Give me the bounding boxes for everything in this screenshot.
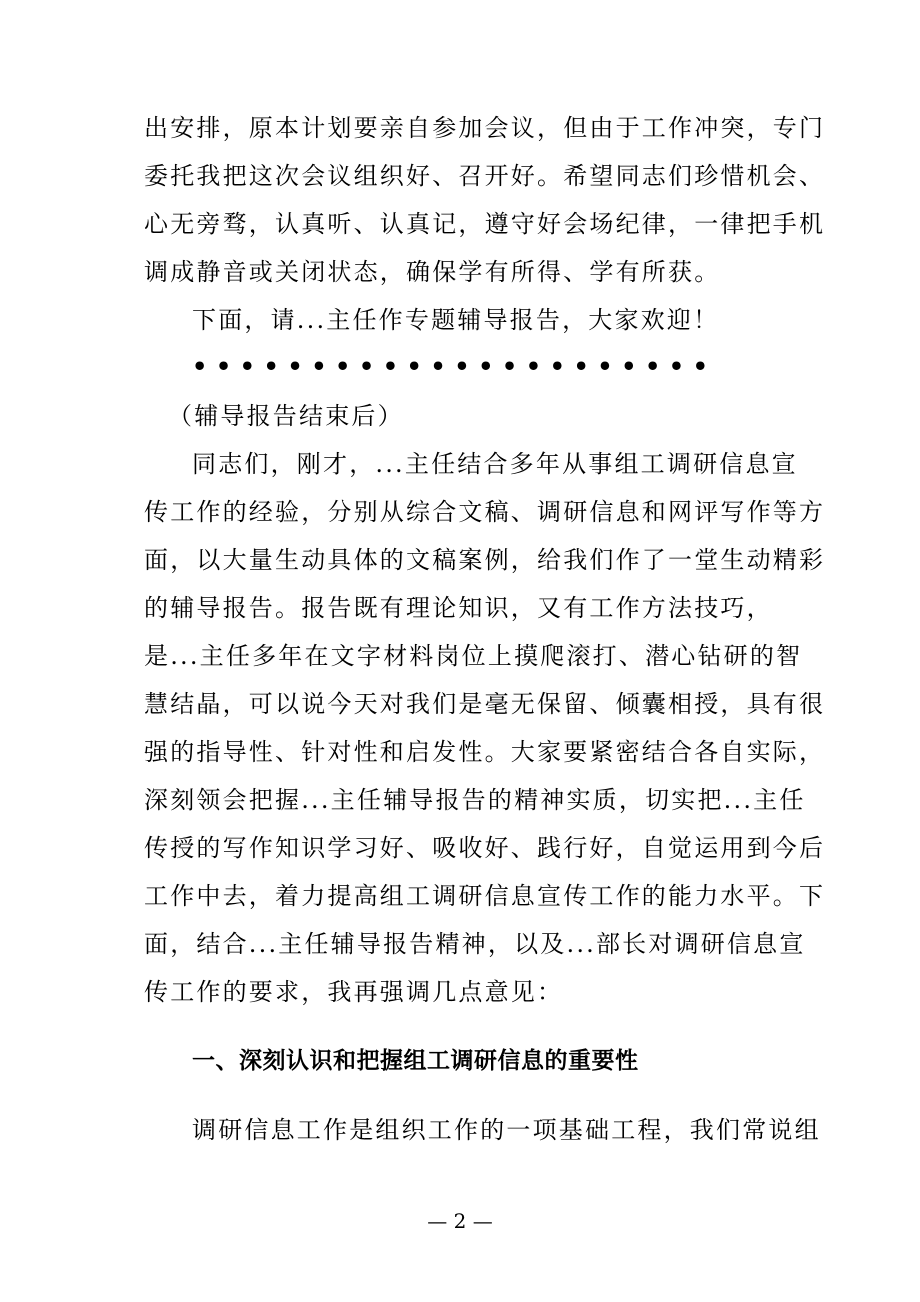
body-text-line: 传授的写作知识学习好、吸收好、践行好，自觉运用到今后 — [144, 834, 826, 862]
body-text-line: 调成静音或关闭状态，确保学有所得、学有所获。 — [144, 258, 721, 286]
body-text-line: 慧结晶，可以说今天对我们是毫无保留、倾囊相授，具有很 — [144, 690, 826, 718]
body-text-line: 面，结合...主任辅导报告精神，以及...部长对调研信息宣 — [144, 930, 806, 958]
body-text-line: 下面，请...主任作专题辅导报告，大家欢迎！ — [192, 306, 720, 334]
section-heading: 一、深刻认识和把握组工调研信息的重要性 — [192, 1048, 639, 1074]
body-text-line: 出安排，原本计划要亲自参加会议，但由于工作冲突，专门 — [144, 114, 826, 142]
body-text-line: 工作中去，着力提高组工调研信息宣传工作的能力水平。下 — [144, 882, 826, 910]
body-text-line: 面，以大量生动具体的文稿案例，给我们作了一堂生动精彩 — [144, 546, 826, 574]
body-text-line: 调研信息工作是组织工作的一项基础工程，我们常说组 — [192, 1116, 821, 1144]
body-text-line: 的辅导报告。报告既有理论知识，又有工作方法技巧， — [144, 594, 773, 622]
stage-direction: （辅导报告结束后） — [168, 402, 404, 430]
body-text-line: 传工作的要求，我再强调几点意见： — [144, 978, 564, 1006]
body-text-line: 深刻领会把握...主任辅导报告的精神实质，切实把...主任 — [144, 786, 806, 814]
body-text-line: 传工作的经验，分别从综合文稿、调研信息和网评写作等方 — [144, 498, 826, 526]
body-text-line: 是...主任多年在文字材料岗位上摸爬滚打、潜心钻研的智 — [144, 642, 803, 670]
body-text-line: 同志们，刚才，...主任结合多年从事组工调研信息宣 — [192, 450, 798, 478]
section-separator-dots: •••••••••••••••••••••• — [192, 352, 717, 381]
body-text-line: 强的指导性、针对性和启发性。大家要紧密结合各自实际， — [144, 738, 826, 766]
body-text-line: 委托我把这次会议组织好、召开好。希望同志们珍惜机会、 — [144, 162, 826, 190]
page-number: — 2 — — [427, 1209, 493, 1233]
body-text-line: 心无旁骛，认真听、认真记，遵守好会场纪律，一律把手机 — [144, 210, 826, 238]
